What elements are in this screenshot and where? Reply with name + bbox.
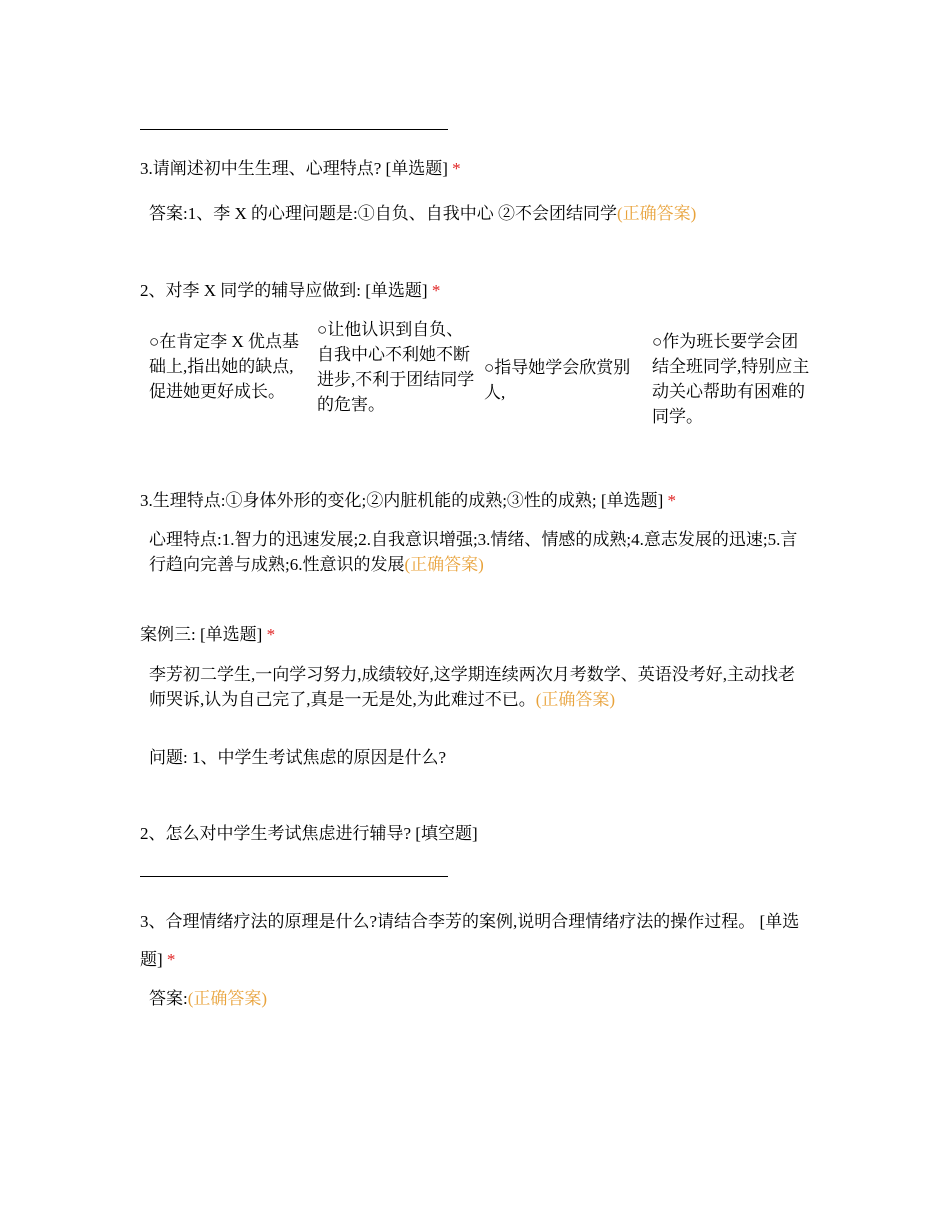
required-star: * <box>452 159 461 178</box>
question-1-text: 3.请阐述初中生生理、心理特点? <box>140 159 382 178</box>
option-4[interactable] <box>652 329 812 429</box>
correct-answer-label: (正确答案) <box>616 204 697 223</box>
required-star: * <box>667 491 676 510</box>
answer-4-text: 李芳初二学生,一向学习努力,成绩较好,这学期连续两次月考数学、英语没考好,主动找老师哭诉,认为自己完了,真是一无是处,为此难过不已。 <box>149 665 795 709</box>
question-5-text: 2、怎么对中学生考试焦虑进行辅导? <box>140 824 412 843</box>
question-3-text: 3.生理特点:①身体外形的变化;②内脏机能的成熟;③性的成熟; <box>140 491 597 510</box>
option-2-label: ○让他认识到自负、自我中心不利她不断进步,不利于团结同学的危害。 <box>317 320 475 414</box>
option-3-label: ○指导她学会欣赏别人, <box>484 358 631 402</box>
required-star: * <box>266 625 276 644</box>
option-4-label: ○作为班长要学会团结全班同学,特别应主动关心帮助有困难的同学。 <box>652 332 810 426</box>
question-5-type: [填空题] <box>415 824 478 843</box>
question-4 <box>140 623 810 647</box>
answer-1 <box>149 201 809 226</box>
case-question-text: 问题: 1、中学生考试焦虑的原因是什么? <box>149 748 447 767</box>
question-1-type: [单选题] <box>385 159 448 178</box>
option-1-label: ○在肯定李 X 优点基础上,指出她的缺点,促进她更好成长。 <box>149 332 300 401</box>
question-6-type: [单选题] <box>140 912 800 969</box>
option-2[interactable] <box>317 317 477 417</box>
question-6 <box>140 903 810 979</box>
question-4-text: 案例三: <box>140 625 196 644</box>
correct-answer-label: (正确答案) <box>404 555 484 574</box>
answer-6 <box>149 986 809 1011</box>
answer-3-text: 心理特点:1.智力的迅速发展;2.自我意识增强;3.情绪、情感的成熟;4.意志发展的迅速;5.言行趋向完善与成熟;6.性意识的发展 <box>149 530 798 574</box>
question-2-type: [单选题] <box>365 281 428 300</box>
fill-blank-line[interactable] <box>140 129 448 130</box>
question-1 <box>140 157 810 181</box>
case-question <box>149 745 809 770</box>
question-5 <box>140 822 810 846</box>
answer-1-text: 答案:1、李 X 的心理问题是:①自负、自我中心 ②不会团结同学 <box>149 204 617 223</box>
question-2 <box>140 279 810 303</box>
correct-answer-label: (正确答案) <box>187 989 268 1008</box>
answer-6-text: 答案: <box>149 989 188 1008</box>
question-2-text: 2、对李 X 同学的辅导应做到: <box>140 281 361 300</box>
fill-blank-line[interactable] <box>140 876 448 877</box>
correct-answer-label: (正确答案) <box>535 690 616 709</box>
question-3-type: [单选题] <box>600 491 664 510</box>
question-4-type: [单选题] <box>199 625 263 644</box>
option-3[interactable] <box>484 355 644 405</box>
answer-3 <box>149 527 809 577</box>
required-star: * <box>166 950 176 969</box>
answer-4 <box>149 662 809 712</box>
option-1[interactable] <box>149 329 309 404</box>
question-6-text: 3、合理情绪疗法的原理是什么?请结合李芳的案例,说明合理情绪疗法的操作过程。 <box>140 912 756 931</box>
required-star: * <box>431 281 441 300</box>
question-3 <box>140 489 810 513</box>
